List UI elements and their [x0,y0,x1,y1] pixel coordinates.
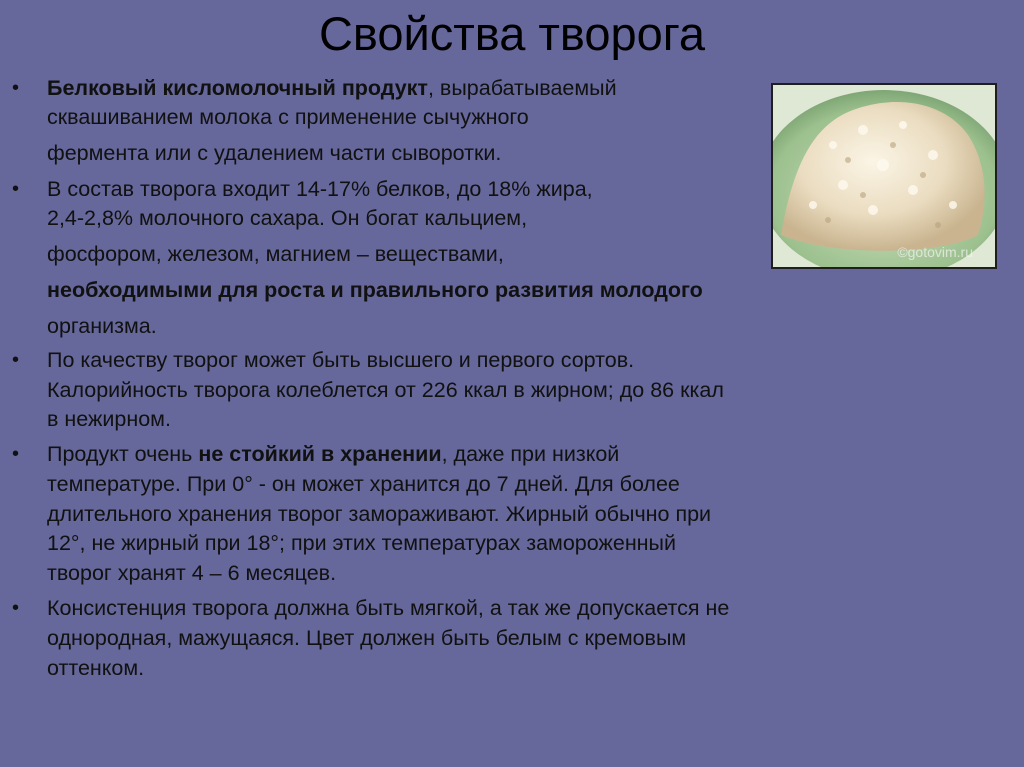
list-item-line: длительного хранения творог замораживают. Жирный обычно при [47,502,712,526]
list-item-line: фосфором, железом, магнием – веществами, [47,242,504,266]
list-item-line: 2,4-2,8% молочного сахара. Он богат кальцием, [47,206,528,230]
text-span: Продукт очень [47,442,199,466]
list-item [47,442,619,466]
list-item-line: оттенком. [47,656,145,680]
list-item-line: организма. [47,314,157,338]
list-item-line: фермента или с удалением части сыворотки. [47,141,502,165]
slide-title: Свойства творога [318,7,706,60]
bullet-marker: • [12,597,20,619]
bold-text: Белковый кисломолочный продукт [47,76,428,100]
list-item-line: сквашиванием молока с применение сычужного [47,105,529,129]
bullet-marker: • [12,77,20,99]
text-span: , вырабатываемый [427,76,617,100]
list-item-line: однородная, мажущаяся. Цвет должен быть белым с кремовым [47,626,687,650]
list-item-line: 12°, не жирный при 18°; при этих температурах замороженный [47,531,677,555]
bold-text: не стойкий в хранении [198,442,442,466]
list-item: Консистенция творога должна быть мягкой, а так же допускается не [47,596,730,620]
text-span: , даже при низкой [441,442,620,466]
list-item-line: творог хранят 4 – 6 месяцев. [47,561,337,585]
list-item: По качеству творог может быть высшего и первого сортов. [47,348,635,372]
watermark: ©gotovim.ru [897,244,973,260]
list-item [47,76,617,100]
list-item-line: необходимыми для роста и правильного развития молодого [47,278,703,302]
bullet-marker: • [12,178,20,200]
list-item: В состав творога входит 14-17% белков, до 18% жира, [47,177,593,201]
list-item-line: температуре. При 0° - он может хранится до 7 дней. Для более [47,472,680,496]
bullet-marker: • [12,349,20,371]
list-item-line: в нежирном. [47,407,171,431]
bullet-marker: • [12,443,20,465]
list-item-line: Калорийность творога колеблется от 226 ккал в жирном; до 86 ккал [47,378,724,402]
